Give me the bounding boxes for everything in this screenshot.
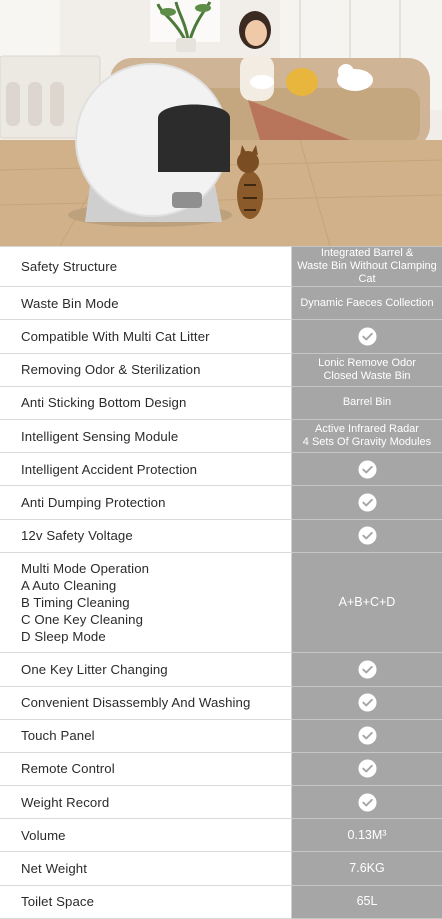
- feature-label: Touch Panel: [0, 719, 292, 752]
- table-row: [0, 453, 442, 486]
- table-row: [0, 519, 442, 552]
- value-line: 65L: [356, 894, 378, 909]
- value-line: Barrel Bin: [342, 396, 392, 409]
- table-row: [0, 752, 442, 785]
- value-line: 7.6KG: [349, 861, 385, 876]
- feature-label: Compatible With Multi Cat Litter: [0, 320, 292, 353]
- mode-heading: Multi Mode Operation: [21, 561, 150, 577]
- feature-value: [292, 386, 442, 419]
- feature-value: [292, 786, 442, 819]
- value-line: 4 Sets Of Gravity Modules: [302, 436, 432, 449]
- feature-label: Intelligent Accident Protection: [0, 453, 292, 486]
- feature-label: Remote Control: [0, 752, 292, 785]
- hero-product-photo: [0, 0, 442, 246]
- check-circle-icon: [358, 327, 377, 346]
- feature-value: [292, 519, 442, 552]
- value-line: A+B+C+D: [338, 595, 396, 610]
- feature-label: Net Weight: [0, 852, 292, 885]
- feature-label: Weight Record: [0, 786, 292, 819]
- table-row: [0, 486, 442, 519]
- check-circle-icon: [358, 660, 377, 679]
- table-row: [0, 686, 442, 719]
- feature-value: [292, 852, 442, 885]
- check-circle-icon: [358, 493, 377, 512]
- table-row: [0, 353, 442, 386]
- check-circle-icon: [358, 693, 377, 712]
- feature-label: 12v Safety Voltage: [0, 519, 292, 552]
- value-line: Dynamic Faeces Collection: [300, 296, 434, 309]
- feature-label: Safety Structure: [0, 247, 292, 287]
- feature-value: [292, 419, 442, 452]
- mode-item: A Auto Cleaning: [21, 578, 117, 594]
- feature-label: [0, 552, 292, 653]
- feature-label: One Key Litter Changing: [0, 653, 292, 686]
- mode-item: D Sleep Mode: [21, 629, 106, 645]
- table-row: [0, 247, 442, 287]
- feature-label: Intelligent Sensing Module: [0, 419, 292, 452]
- check-circle-icon: [358, 726, 377, 745]
- check-circle-icon: [358, 793, 377, 812]
- feature-label: Anti Dumping Protection: [0, 486, 292, 519]
- table-row: [0, 552, 442, 653]
- feature-value: [292, 719, 442, 752]
- check-circle-icon: [358, 460, 377, 479]
- table-row: [0, 653, 442, 686]
- feature-value: [292, 247, 442, 287]
- value-line: Integrated Barrel &: [320, 247, 414, 260]
- check-circle-icon: [358, 526, 377, 545]
- value-line: 0.13M³: [347, 827, 387, 842]
- table-row: [0, 386, 442, 419]
- mode-item: B Timing Cleaning: [21, 595, 130, 611]
- table-row: [0, 786, 442, 819]
- feature-value: [292, 320, 442, 353]
- table-row: [0, 287, 442, 320]
- feature-label: Volume: [0, 819, 292, 852]
- feature-value: [292, 885, 442, 918]
- table-row: [0, 852, 442, 885]
- table-row: [0, 819, 442, 852]
- feature-value: [292, 819, 442, 852]
- mode-item: C One Key Cleaning: [21, 612, 144, 628]
- feature-label: Waste Bin Mode: [0, 287, 292, 320]
- table-row: [0, 885, 442, 918]
- feature-value: [292, 686, 442, 719]
- value-line: Closed Waste Bin: [323, 369, 411, 382]
- feature-value: [292, 353, 442, 386]
- feature-value: [292, 653, 442, 686]
- value-line: Lonic Remove Odor: [318, 356, 416, 369]
- feature-value: [292, 486, 442, 519]
- table-row: [0, 719, 442, 752]
- value-line: Active Infrared Radar: [315, 423, 419, 436]
- hero-illustration: [0, 0, 442, 246]
- feature-label: Anti Sticking Bottom Design: [0, 386, 292, 419]
- feature-value: [292, 453, 442, 486]
- feature-value: [292, 552, 442, 653]
- feature-label: Convenient Disassembly And Washing: [0, 686, 292, 719]
- value-line: Waste Bin Without Clamping Cat: [297, 260, 437, 286]
- table-row: [0, 320, 442, 353]
- feature-label: Toilet Space: [0, 885, 292, 918]
- table-row: [0, 419, 442, 452]
- feature-value: [292, 752, 442, 785]
- check-circle-icon: [358, 759, 377, 778]
- spec-table: [0, 246, 442, 919]
- feature-label: Removing Odor & Sterilization: [0, 353, 292, 386]
- feature-value: [292, 287, 442, 320]
